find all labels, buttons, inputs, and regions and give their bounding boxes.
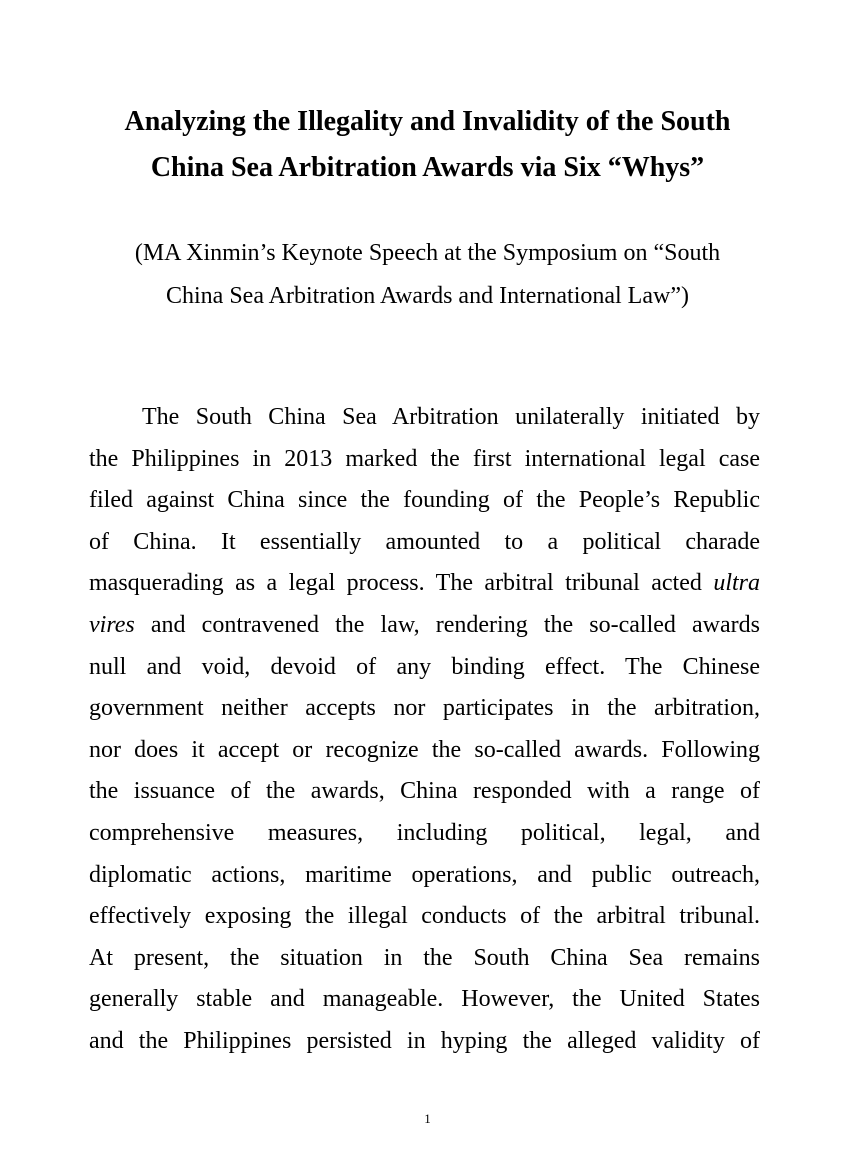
body-line (89, 605, 760, 647)
body-line: null and void, devoid of any binding effect. The Chinese (89, 653, 760, 680)
body-line: the Philippines in 2013 marked the first international legal case (89, 445, 760, 472)
body-paragraph (89, 397, 760, 1063)
body-line: nor does it accept or recognize the so-called awards. Following (89, 736, 760, 763)
title-line-1: Analyzing the Illegality and Invalidity of the South (124, 106, 731, 137)
page-number: 1 (424, 1111, 431, 1126)
body-line: of China. It essentially amounted to a political charade (89, 528, 760, 555)
body-line: At present, the situation in the South China Sea remains (89, 944, 760, 971)
body-line: filed against China since the founding of the People’s Republic (89, 487, 760, 514)
body-line: The South China Sea Arbitration unilaterally initiated by (142, 404, 760, 430)
body-line: the issuance of the awards, China responded with a range of (89, 778, 760, 805)
italic-term: ultra (713, 570, 761, 597)
body-line: government neither accepts nor participates in the arbitration, (89, 695, 760, 722)
body-line: generally stable and manageable. However, the United States (89, 986, 760, 1013)
body-line (89, 563, 760, 605)
italic-term: vires (89, 611, 135, 638)
subtitle-line-1: (MA Xinmin’s Keynote Speech at the Symposium on “South (134, 240, 721, 266)
title-line-2: China Sea Arbitration Awards via Six “Whys” (150, 152, 705, 183)
body-line: effectively exposing the illegal conducts of the arbitral tribunal. (89, 903, 760, 930)
body-text-segment: masquerading as a legal process. The arbitral tribunal acted (89, 570, 702, 597)
body-line: and the Philippines persisted in hyping the alleged validity of (89, 1027, 760, 1054)
body-line: diplomatic actions, maritime operations, and public outreach, (89, 861, 760, 888)
body-line: comprehensive measures, including political, legal, and (89, 819, 760, 846)
document-title (60, 99, 795, 191)
body-text-segment: and contravened the law, rendering the so-called awards (150, 611, 761, 638)
document-subtitle (60, 232, 795, 318)
subtitle-line-2: China Sea Arbitration Awards and International Law”) (166, 283, 689, 309)
